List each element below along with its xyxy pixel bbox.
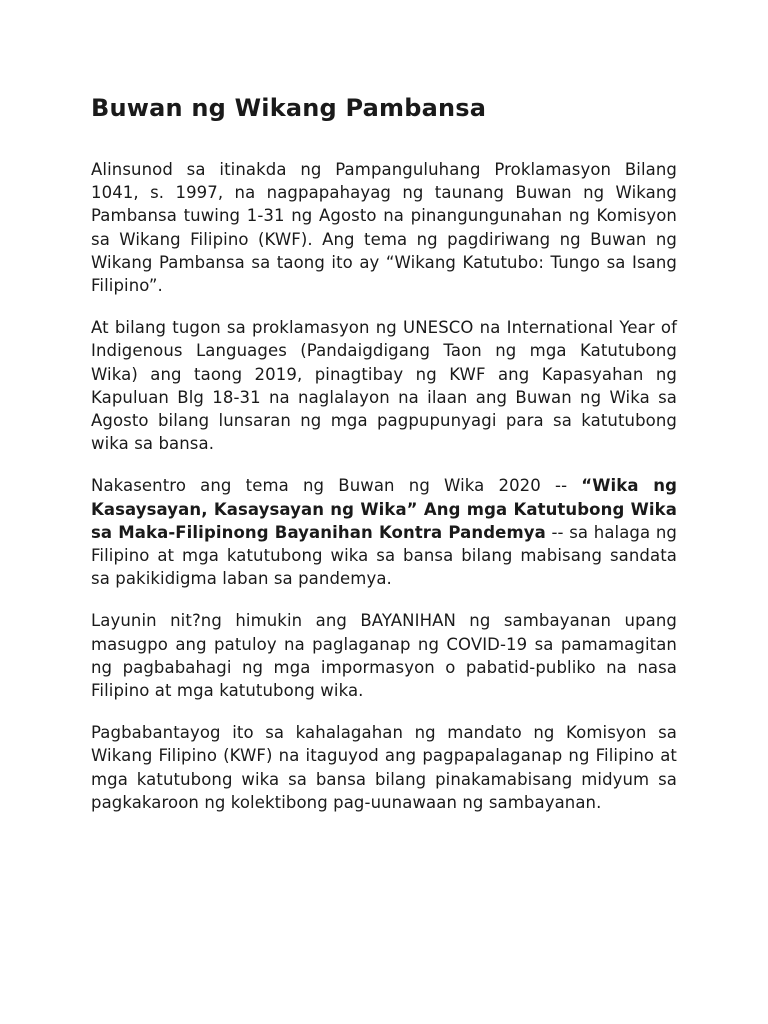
paragraph-4: Layunin nit?ng himukin ang BAYANIHAN ng sambayanan upang masugpo ang patuloy na paglaganap ng COVID-19 sa pamamagitan ng pagbabahagi ng mga impormasyon o pabatid-publiko na nasa Filipino at mga katutubong wika. bbox=[91, 611, 677, 701]
paragraph-2: At bilang tugon sa proklamasyon ng UNESCO na International Year of Indigenous Languages (Pandaigdigang Taon ng mga Katutubong Wika) ang taong 2019, pinagtibay ng KWF ang Kapasyahan ng Kapuluan Blg 18-31 na naglalayon na ilaan ang Buwan ng Wika sa Agosto bilang lunsaran ng mga pagpupunyagi para sa katutubong wika sa bansa. bbox=[91, 318, 677, 454]
paragraph-3-tail: -- sa halaga ng Filipino at mga katutubong wika sa bansa bilang mabisang sandata sa pakikidigma laban sa pandemya. bbox=[91, 522, 677, 589]
document-page bbox=[91, 92, 677, 833]
paragraph-3 bbox=[91, 474, 677, 590]
paragraph-1: Alinsunod sa itinakda ng Pampanguluhang Proklamasyon Bilang 1041, s. 1997, na nagpapahayag ng taunang Buwan ng Wikang Pambansa tuwing 1-31 ng Agosto na pinangungunahan ng Komisyon sa Wikang Filipino (KWF). Ang tema ng pagdiriwang ng Buwan ng Wikang Pambansa sa taong ito ay “Wikang Katutubo: Tungo sa Isang Filipino”. bbox=[91, 160, 677, 296]
theme-title-bold: “Wika ng Kasaysayan, Kasaysayan ng Wika” Ang mga Katutubong Wika sa Maka-Filipinong Bayanihan Kontra Pandemya bbox=[91, 476, 677, 542]
document-title: Buwan ng Wikang Pambansa bbox=[91, 94, 487, 122]
paragraph-5: Pagbabantayog ito sa kahalagahan ng mandato ng Komisyon sa Wikang Filipino (KWF) na itaguyod ang pagpapalaganap ng Filipino at mga katutubong wika sa bansa bilang pinakamabisang midyum sa pagkakaroon ng kolektibong pag-uunawaan ng sambayanan. bbox=[91, 723, 677, 812]
paragraph-3-lead: Nakasentro ang tema ng Buwan ng Wika 2020 -- bbox=[91, 476, 582, 496]
